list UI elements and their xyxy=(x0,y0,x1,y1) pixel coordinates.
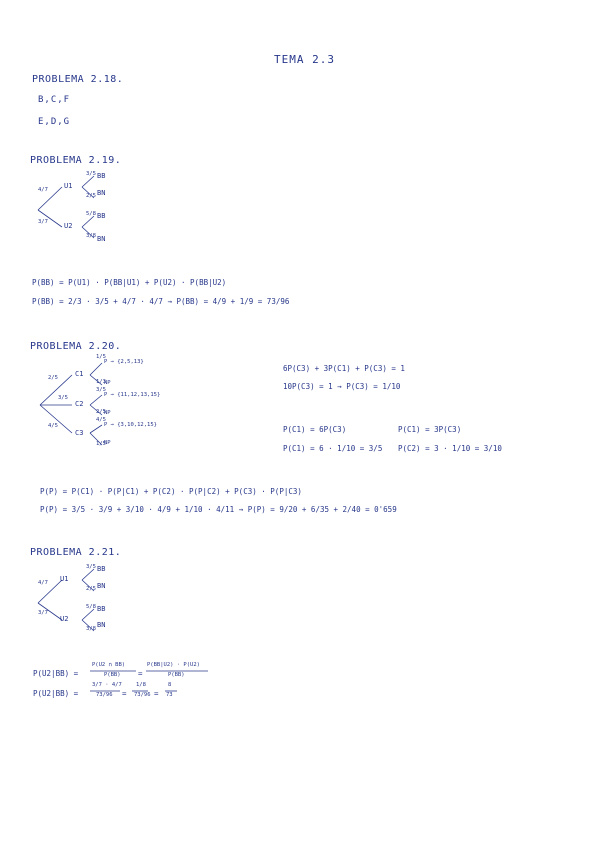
tree-weight: 3/5 xyxy=(86,564,96,570)
fraction-numerator: 3/7 · 4/7 xyxy=(92,682,122,688)
tree-weight: 3/8 xyxy=(86,233,96,239)
tree-weight: 3/5 xyxy=(86,171,96,177)
tree-leaf: BN xyxy=(97,621,106,629)
tree-leaf: BB xyxy=(97,172,106,180)
tree-weight: 3/7 xyxy=(38,610,48,616)
tree-weight: 4/7 xyxy=(38,580,48,586)
problem-2-19-tree-lines xyxy=(30,170,120,250)
tree-leaf: BB xyxy=(97,605,106,613)
tree-node-u1: U1 xyxy=(60,575,69,583)
fraction-numerator: 1/8 xyxy=(136,682,146,688)
tree-leaf: BN xyxy=(97,582,106,590)
tree-node-u2: U2 xyxy=(64,222,73,230)
tree-node-u1: U1 xyxy=(64,182,73,190)
problem-2-21-eq2-left: P(U2|BB) = xyxy=(33,689,79,698)
fraction-denominator: 73 xyxy=(166,692,173,698)
problem-2-21-heading: PROBLEMA 2.21. xyxy=(30,547,122,558)
problem-2-20-equation-2: P(P) = 3/5 · 3/9 + 3/10 · 4/9 + 1/10 · 4/11 → P(P) = 9/20 + 6/35 + 2/40 = 0'659 xyxy=(40,505,397,514)
problem-2-19-heading: PROBLEMA 2.19. xyxy=(30,155,122,166)
tree-weight: 3/7 xyxy=(38,219,48,225)
tree-leaf: NP xyxy=(104,380,111,386)
problem-2-20-heading: PROBLEMA 2.20. xyxy=(30,341,122,352)
problem-2-20-tree-lines xyxy=(32,355,112,455)
tree-weight: 1/3 xyxy=(96,379,106,385)
fraction-numerator: P(BB|U2) · P(U2) xyxy=(147,662,200,668)
tree-leaf: NP xyxy=(104,410,111,416)
tree-weight: 2/5 xyxy=(96,409,106,415)
tree-weight: 4/5 xyxy=(48,423,58,429)
tree-weight: 3/8 xyxy=(86,626,96,632)
fraction-numerator: 8 xyxy=(168,682,172,688)
page-title: TEMA 2.3 xyxy=(274,53,335,66)
tree-node-c3: C3 xyxy=(75,429,84,437)
tree-leaf: P → {2,5,13} xyxy=(104,359,144,365)
tree-weight: 5/8 xyxy=(86,604,96,610)
fraction-denominator: P(BB) xyxy=(168,672,185,678)
tree-weight: 1/5 xyxy=(96,441,106,447)
problem-2-21-tree-lines xyxy=(30,563,120,643)
tree-leaf: BB xyxy=(97,565,106,573)
fraction-numerator: P(U2 ∩ BB) xyxy=(92,662,126,668)
equals-sign: = xyxy=(122,689,127,698)
tree-weight: 3/5 xyxy=(58,395,68,401)
tree-weight: 3/5 xyxy=(96,387,106,393)
tree-leaf: P → {3,10,12,15} xyxy=(104,422,157,428)
tree-weight: 5/8 xyxy=(86,211,96,217)
problem-2-20-right-3a: P(C1) = 6P(C3) xyxy=(283,425,347,434)
problem-2-19-equation-2: P(BB) = 2/3 · 3/5 + 4/7 · 4/7 → P(BB) = 4/9 + 1/9 = 73/96 xyxy=(32,297,290,306)
equals-sign: = xyxy=(154,689,159,698)
tree-node-u2: U2 xyxy=(60,615,69,623)
problem-2-19-equation-1: P(BB) = P(U1) · P(BB|U1) + P(U2) · P(BB|U2) xyxy=(32,278,227,287)
equals-sign: = xyxy=(138,669,143,678)
tree-weight: 2/5 xyxy=(48,375,58,381)
tree-leaf: BN xyxy=(97,189,106,197)
tree-leaf: NP xyxy=(104,440,111,446)
tree-weight: 2/5 xyxy=(86,586,96,592)
problem-2-18-line2: E,D,G xyxy=(38,117,71,127)
tree-leaf: P → {11,12,13,15} xyxy=(104,392,161,398)
problem-2-20-equation-1: P(P) = P(C1) · P(P|C1) + P(C2) · P(P|C2) + P(C3) · P(P|C3) xyxy=(40,487,302,496)
problem-2-20-right-3b: P(C1) = 3P(C3) xyxy=(398,425,462,434)
tree-node-c1: C1 xyxy=(75,370,84,378)
tree-leaf: BN xyxy=(97,235,106,243)
problem-2-20-right-4a: P(C1) = 6 · 1/10 = 3/5 xyxy=(283,444,383,453)
tree-weight: 4/5 xyxy=(96,417,106,423)
problem-2-20-right-4b: P(C2) = 3 · 1/10 = 3/10 xyxy=(398,444,502,453)
tree-weight: 4/7 xyxy=(38,187,48,193)
tree-leaf: BB xyxy=(97,212,106,220)
problem-2-18-line1: B,C,F xyxy=(38,95,71,105)
problem-2-21-eq1-left: P(U2|BB) = xyxy=(33,669,79,678)
fraction-denominator: 73/96 xyxy=(96,692,113,698)
problem-2-20-right-1: 6P(C3) + 3P(C1) + P(C3) = 1 xyxy=(283,364,405,373)
tree-weight: 2/5 xyxy=(86,193,96,199)
problem-2-18-heading: PROBLEMA 2.18. xyxy=(32,74,124,85)
problem-2-20-right-2: 10P(C3) = 1 → P(C3) = 1/10 xyxy=(283,382,401,391)
fraction-denominator: 73/96 xyxy=(134,692,151,698)
tree-weight: 1/5 xyxy=(96,354,106,360)
fraction-denominator: P(BB) xyxy=(104,672,121,678)
tree-node-c2: C2 xyxy=(75,400,84,408)
